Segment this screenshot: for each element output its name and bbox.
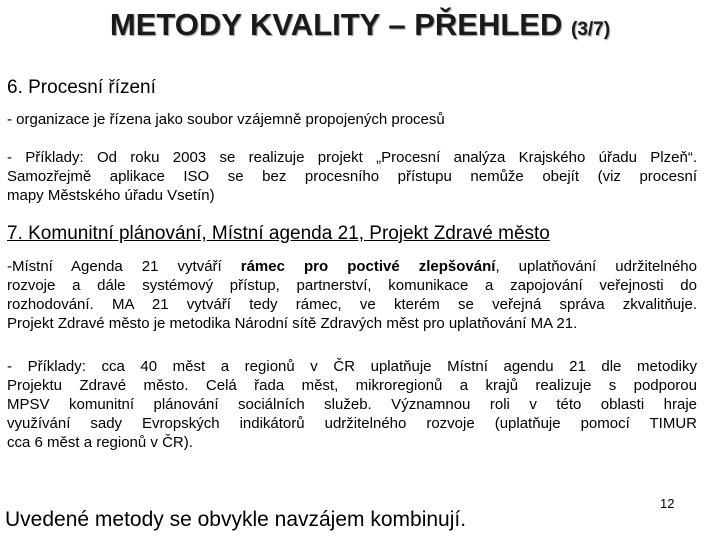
footer-note: Uvedené metody se obvykle navzájem kombinují. bbox=[5, 508, 467, 531]
text-line: - Příklady: cca 40 měst a regionů v ČR uplatňuje Místní agendu 21 dle metodiky bbox=[7, 358, 697, 375]
text-segment: -Místní Agenda 21 vytváří bbox=[7, 258, 241, 275]
text-line: - Příklady: Od roku 2003 se realizuje projekt „Procesní analýza Krajského úřadu Plzeň“. bbox=[7, 149, 697, 166]
text-line bbox=[7, 257, 697, 276]
section-7-paragraph-1 bbox=[7, 257, 697, 333]
section-6-bullet-1 bbox=[7, 110, 697, 129]
text-line: MPSV komunitní plánování sociálních služeb. Významnou roli v této oblasti hraje bbox=[7, 396, 697, 413]
slide-title bbox=[0, 6, 720, 49]
slide-title-part-indicator: (3/7) bbox=[571, 19, 611, 40]
text-line: Samozřejmě aplikace ISO se bez procesního přístupu nemůže obejít (viz procesní bbox=[7, 168, 697, 185]
slide-title-main: METODY KVALITY – PŘEHLED bbox=[109, 7, 563, 42]
text-line: rozvoje a dále systémový přístup, partnerství, komunikace a zapojování veřejnosti do bbox=[7, 277, 697, 294]
text-line: Projektu Zdravé město. Celá řada měst, mikroregionů a krajů realizuje s podporou bbox=[7, 377, 697, 394]
section-6-heading: 6. Procesní řízení bbox=[7, 77, 156, 98]
text-line: využívání sady Evropských indikátorů udržitelného rozvoje (uplatňuje pomocí TIMUR bbox=[7, 415, 697, 432]
text-segment: , uplatňování udržitelného bbox=[495, 258, 697, 275]
text-line: mapy Městského úřadu Vsetín) bbox=[7, 187, 215, 204]
text-line: Projekt Zdravé město je metodika Národní sítě Zdravých měst pro uplatňování MA 21. bbox=[7, 315, 578, 332]
text-line: cca 6 měst a regionů v ČR). bbox=[7, 434, 193, 451]
section-7-paragraph-2 bbox=[7, 357, 697, 452]
emphasized-text: rámec pro poctivé zlepšování bbox=[240, 258, 496, 275]
text-line: - organizace je řízena jako soubor vzájemně propojených procesů bbox=[7, 111, 445, 128]
section-6-bullet-2 bbox=[7, 148, 697, 205]
section-7-heading: 7. Komunitní plánování, Místní agenda 21, Projekt Zdravé město bbox=[7, 223, 550, 244]
page-number: 12 bbox=[660, 496, 675, 511]
text-line: rozhodování. MA 21 vytváří tedy rámec, ve kterém se veřejná správa zkvalitňuje. bbox=[7, 296, 697, 313]
